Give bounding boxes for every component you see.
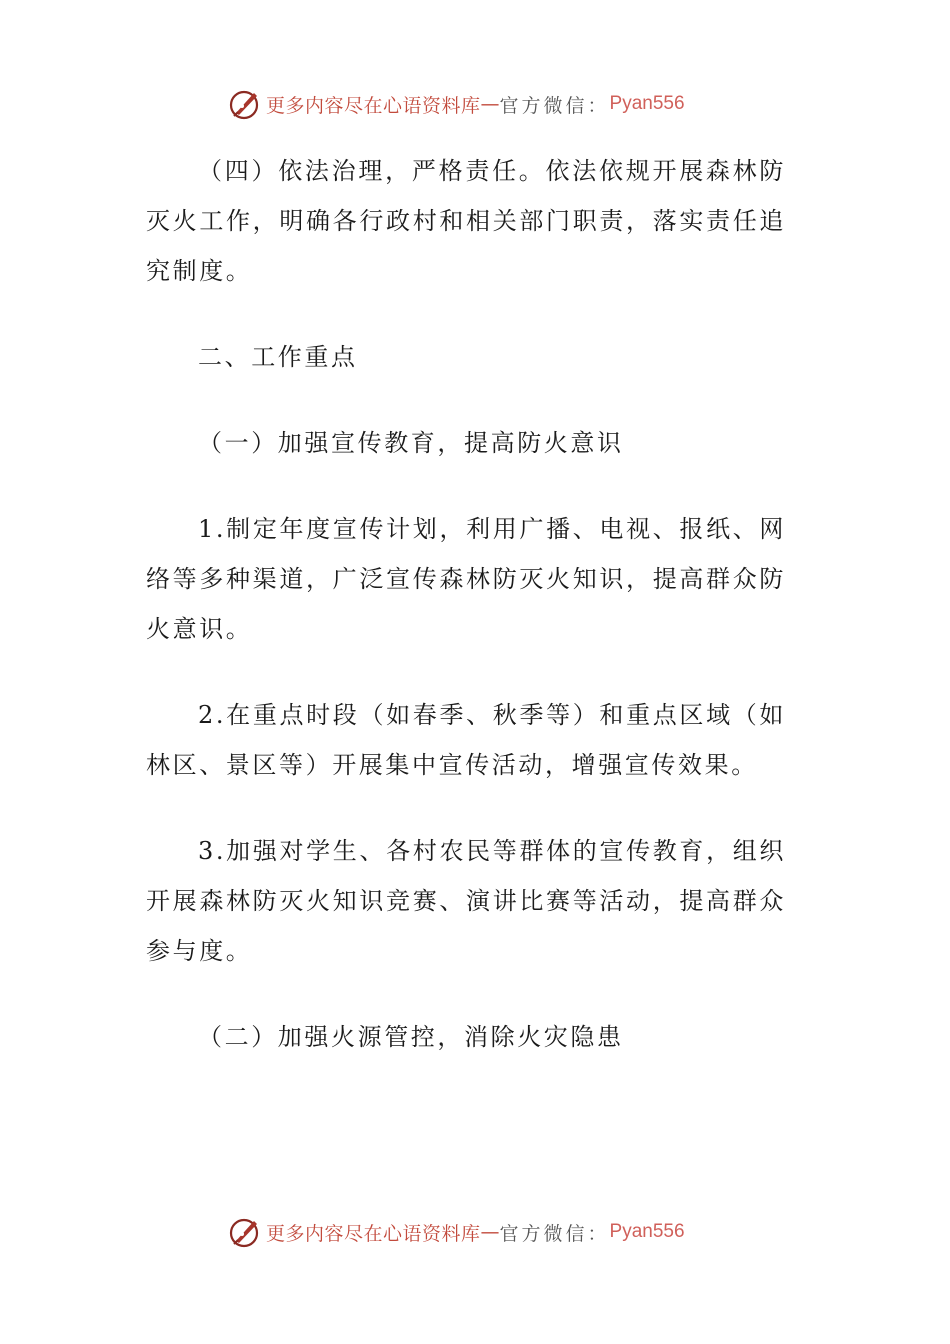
document-body	[146, 146, 786, 1098]
watermark-official: 官方微信：	[499, 1222, 610, 1245]
list-item-2: 2.在重点时段（如春季、秋季等）和重点区域（如林区、景区等）开展集中宣传活动，增强宣传效果。	[146, 701, 786, 779]
paragraph-rule-of-law: （四）依法治理，严格责任。依法依规开展森林防灭火工作，明确各行政村和相关部门职责，落实责任追究制度。	[146, 157, 786, 285]
subheading-fire-source-control: （二）加强火源管控，消除火灾隐患	[198, 1023, 624, 1051]
list-item-1: 1.制定年度宣传计划，利用广播、电视、报纸、网络等多种渠道，广泛宣传森林防灭火知识，提高群众防火意识。	[146, 515, 786, 643]
section-heading-work-focus: 二、工作重点	[198, 343, 358, 371]
footer-watermark	[228, 1214, 685, 1250]
quill-seal-icon	[228, 87, 262, 121]
subheading-publicity-education: （一）加强宣传教育，提高防火意识	[198, 429, 624, 457]
watermark-official: 官方微信：	[499, 94, 610, 117]
watermark-wechat-id: Pyan556	[609, 93, 685, 114]
watermark-wechat-id: Pyan556	[609, 1221, 685, 1242]
watermark-brand: 更多内容尽在心语资料库	[266, 1222, 481, 1245]
header-watermark	[228, 86, 685, 122]
watermark-brand: 更多内容尽在心语资料库	[266, 94, 481, 117]
watermark-dash: —	[480, 1221, 500, 1243]
quill-seal-icon	[228, 1215, 262, 1249]
list-item-3: 3.加强对学生、各村农民等群体的宣传教育，组织开展森林防灭火知识竞赛、演讲比赛等活动，提高群众参与度。	[146, 837, 786, 965]
watermark-dash: —	[480, 93, 500, 115]
